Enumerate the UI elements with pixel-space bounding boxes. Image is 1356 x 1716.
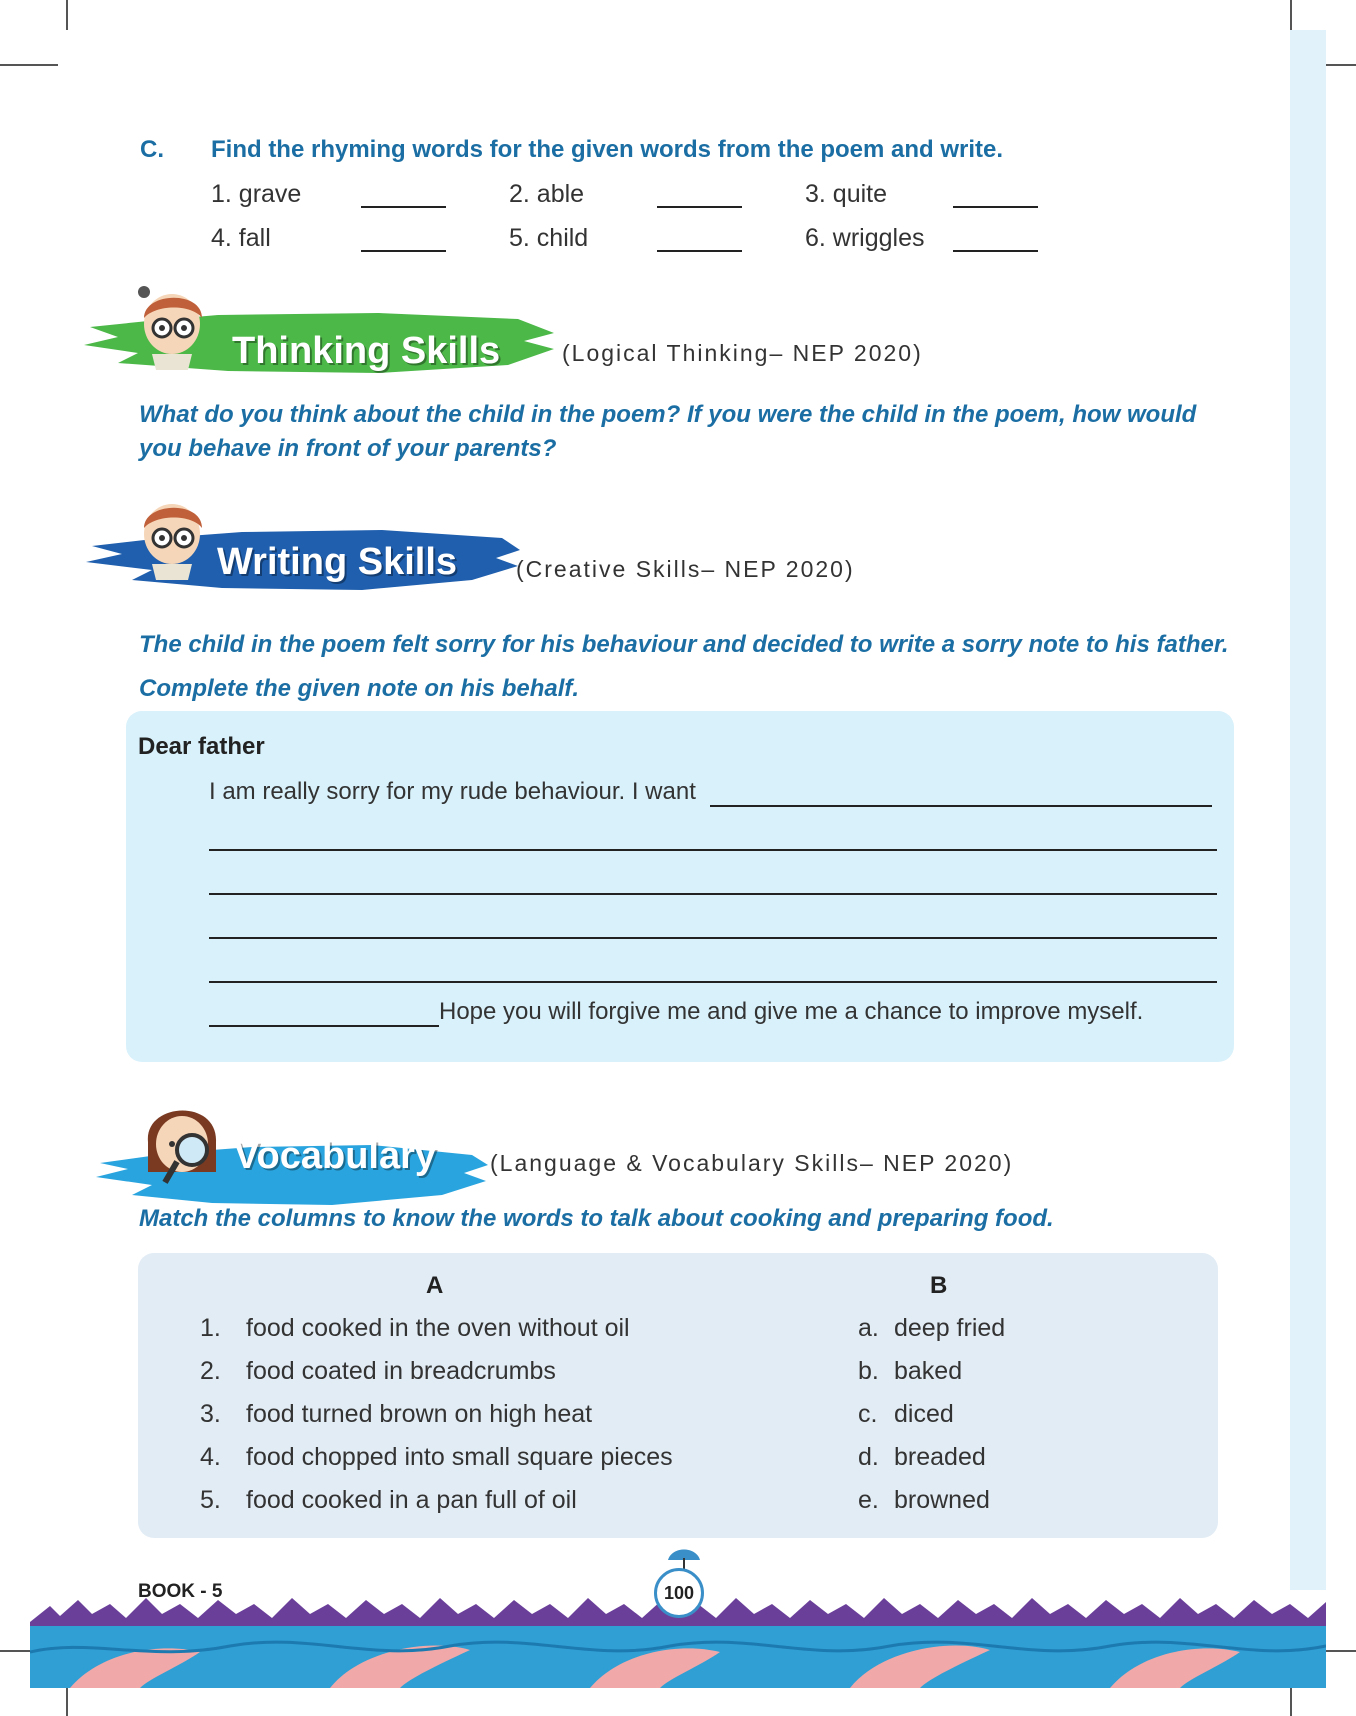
rhyme-word: 2. able xyxy=(509,180,585,208)
item-letter: c. xyxy=(858,1400,878,1428)
side-strip xyxy=(1290,30,1326,1590)
note-first-line: I am really sorry for my rude behaviour. I want xyxy=(209,778,696,805)
thinking-skills-title: Thinking Skills xyxy=(232,330,501,372)
writing-instruction: The child in the poem felt sorry for his behaviour and decided to write a sorry note to his father. Complete the given note on his behalf. xyxy=(139,631,1229,702)
rhyme-word: 5. child xyxy=(509,224,589,252)
writing-line[interactable] xyxy=(209,1025,439,1027)
boy-avatar-icon xyxy=(132,282,212,372)
thinking-question: What do you think about the child in the poem? If you were the child in the poem, how would you behave in front of your parents? xyxy=(139,401,1197,462)
writing-skills-note: (Creative Skills– NEP 2020) xyxy=(516,556,855,582)
crop-mark xyxy=(0,64,58,66)
item-letter: e. xyxy=(858,1486,879,1514)
item-number: 2. xyxy=(200,1357,221,1385)
column-b-item: breaded xyxy=(894,1443,986,1471)
column-a-item: food cooked in the oven without oil xyxy=(246,1314,630,1342)
item-letter: a. xyxy=(858,1314,879,1342)
crop-mark xyxy=(1326,64,1356,66)
note-closing: Hope you will forgive me and give me a chance to improve myself. xyxy=(439,998,1144,1025)
column-b-item: deep fried xyxy=(894,1314,1006,1342)
answer-blank[interactable] xyxy=(657,250,742,252)
vocabulary-title: Vocabulary xyxy=(234,1135,437,1177)
boy-avatar-icon xyxy=(132,492,212,582)
writing-line[interactable] xyxy=(710,805,1212,807)
rhyme-word: 3. quite xyxy=(805,180,888,208)
writing-line[interactable] xyxy=(209,849,1217,851)
crop-mark xyxy=(0,1650,30,1652)
crop-mark xyxy=(66,0,68,30)
item-number: 5. xyxy=(200,1486,221,1514)
crop-mark xyxy=(1290,1686,1292,1716)
column-b-item: baked xyxy=(894,1357,963,1385)
item-number: 4. xyxy=(200,1443,221,1471)
crop-mark xyxy=(1326,1650,1356,1652)
column-b-item: diced xyxy=(894,1400,954,1428)
writing-line[interactable] xyxy=(209,981,1217,983)
crop-mark xyxy=(1290,0,1292,30)
rhyme-word: 4. fall xyxy=(211,224,271,252)
writing-skills-title: Writing Skills xyxy=(217,541,458,583)
writing-line[interactable] xyxy=(209,893,1217,895)
vocabulary-note: (Language & Vocabulary Skills– NEP 2020) xyxy=(490,1150,1014,1176)
item-letter: b. xyxy=(858,1357,879,1385)
column-a-item: food coated in breadcrumbs xyxy=(246,1357,556,1385)
girl-magnifier-avatar-icon xyxy=(138,1092,228,1192)
column-b-item: browned xyxy=(894,1486,990,1514)
answer-blank[interactable] xyxy=(657,206,742,208)
vocabulary-instruction: Match the columns to know the words to talk about cooking and preparing food. xyxy=(139,1205,1054,1232)
column-b-heading: B xyxy=(930,1272,948,1299)
rhyme-word: 6. wriggles xyxy=(805,224,925,252)
rhyme-word: 1. grave xyxy=(211,180,302,208)
item-number: 1. xyxy=(200,1314,221,1342)
writing-line[interactable] xyxy=(209,937,1217,939)
section-letter: C. xyxy=(140,136,164,163)
answer-blank[interactable] xyxy=(361,250,446,252)
column-a-item: food chopped into small square pieces xyxy=(246,1443,673,1471)
item-letter: d. xyxy=(858,1443,879,1471)
crop-mark xyxy=(66,1686,68,1716)
note-greeting: Dear father xyxy=(138,733,265,760)
answer-blank[interactable] xyxy=(953,206,1038,208)
book-label: BOOK - 5 xyxy=(138,1581,223,1602)
thinking-skills-note: (Logical Thinking– NEP 2020) xyxy=(562,340,923,366)
page-number: 100 xyxy=(654,1568,704,1618)
answer-blank[interactable] xyxy=(361,206,446,208)
column-a-item: food cooked in a pan full of oil xyxy=(246,1486,577,1514)
column-a-item: food turned brown on high heat xyxy=(246,1400,593,1428)
umbrella-icon xyxy=(664,1542,704,1572)
answer-blank[interactable] xyxy=(953,250,1038,252)
section-title: Find the rhyming words for the given words from the poem and write. xyxy=(211,136,1004,163)
item-number: 3. xyxy=(200,1400,221,1428)
column-a-heading: A xyxy=(426,1272,444,1299)
